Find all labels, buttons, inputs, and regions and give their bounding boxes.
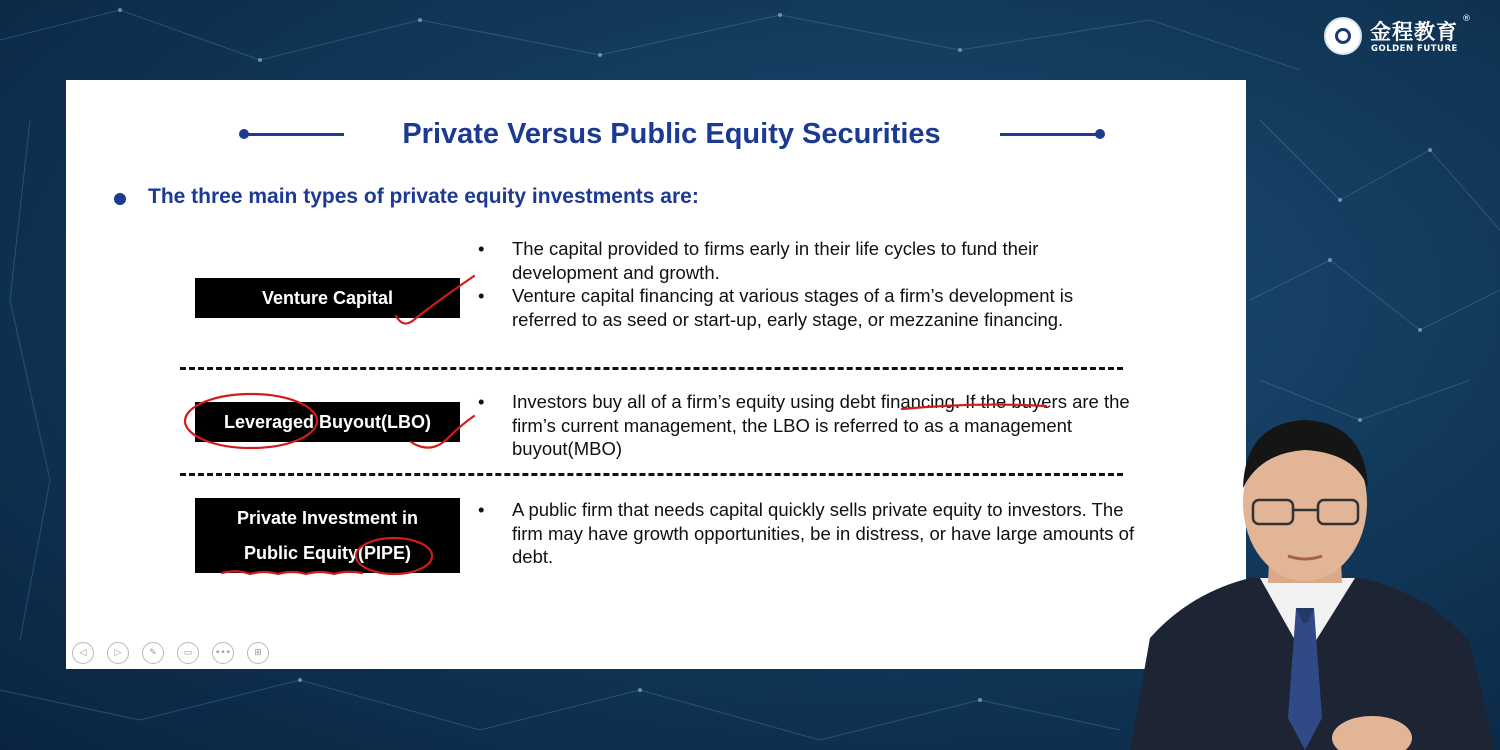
next-icon[interactable]: ▷ xyxy=(107,642,129,664)
slide-title-row xyxy=(66,118,1246,158)
description-leveraged-buyout xyxy=(476,390,1136,461)
player-controls xyxy=(72,642,269,666)
bullet-text: A public firm that needs capital quickly sells private equity to investors. The firm may have growth opportunities, be in distress, or have large amounts of debt. xyxy=(512,499,1135,567)
slide-title: Private Versus Public Equity Securities xyxy=(402,118,941,150)
label-pipe xyxy=(195,498,460,573)
screen-icon[interactable]: ▭ xyxy=(177,642,199,664)
label-text-line1: Private Investment in xyxy=(236,507,419,528)
title-decoration-left xyxy=(244,133,344,136)
brand-logo xyxy=(1324,14,1474,58)
brand-seal-icon xyxy=(1324,17,1362,55)
lead-text: The three main types of private equity investments are: xyxy=(148,185,699,208)
label-text-line2: Public Equity(PIPE) xyxy=(243,542,411,563)
bullet-glyph: • xyxy=(478,499,485,520)
dashed-separator xyxy=(180,367,1123,370)
slide xyxy=(66,80,1246,669)
dashed-separator xyxy=(180,473,1123,476)
registered-mark: ® xyxy=(1462,14,1471,24)
brand-name-cn: 金程教育 xyxy=(1370,20,1458,44)
bullet-text: Venture capital financing at various stages of a firm’s development is referred to as seed or start-up, early stage, or mezzanine financing. xyxy=(512,285,1074,330)
prev-icon[interactable]: ◁ xyxy=(72,642,94,664)
label-leveraged-buyout xyxy=(195,402,460,442)
bullet-glyph: • xyxy=(478,238,485,259)
bullet-text: The capital provided to firms early in their life cycles to fund their development and growth. xyxy=(512,238,1039,283)
bullet-item xyxy=(476,390,1136,461)
bullet-item xyxy=(476,498,1136,569)
handwritten-annotations xyxy=(66,80,1246,669)
label-venture-capital xyxy=(195,278,460,318)
label-text: Leveraged Buyout(LBO) xyxy=(223,411,432,432)
title-decoration-right xyxy=(1000,133,1100,136)
bullet-glyph: • xyxy=(478,285,485,306)
description-venture-capital xyxy=(476,237,1136,331)
bullet-item xyxy=(476,237,1136,284)
bullet-item xyxy=(476,284,1136,331)
label-text: Venture Capital xyxy=(261,287,394,308)
presenter-video xyxy=(1110,418,1500,750)
bullet-text: Investors buy all of a firm’s equity using debt financing. If the buyers are the firm’s current management, the LBO is referred to as a management buyout(MBO) xyxy=(512,391,1130,459)
more-icon[interactable]: ••• xyxy=(212,642,234,664)
lead-bullet-icon xyxy=(114,193,126,205)
pen-icon[interactable]: ✎ xyxy=(142,642,164,664)
bullet-glyph: • xyxy=(478,391,485,412)
description-pipe xyxy=(476,498,1136,569)
brand-name-en: GOLDEN FUTURE xyxy=(1371,44,1458,54)
zoom-icon[interactable]: ⊞ xyxy=(247,642,269,664)
